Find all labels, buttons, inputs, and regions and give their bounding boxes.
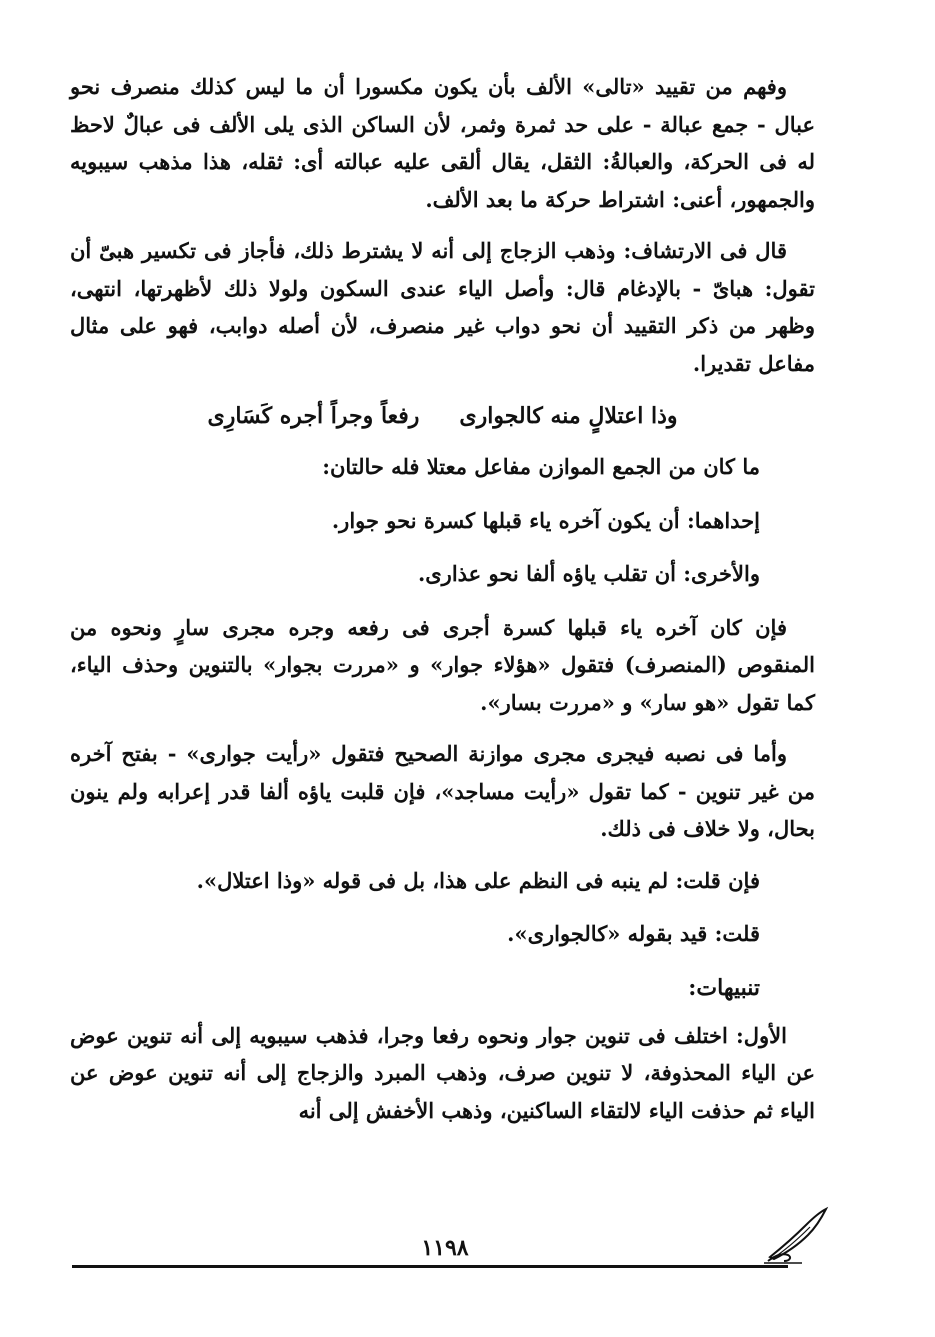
verse-first-hemistich: وذا اعتلالٍ منه كالجوارى (459, 403, 678, 429)
footer-rule (72, 1265, 788, 1268)
quill-pen-icon (762, 1205, 830, 1267)
notes-heading: تنبيهات: (688, 974, 760, 1001)
page-number: ١١٩٨ (421, 1235, 469, 1261)
second-case-text: أن تقلب ياؤه ألفا نحو عذارى. (417, 561, 676, 586)
note-first: الأول: اختلف فى تنوين جوار ونحوه رفعا وجرا، فذهب سيبويه إلى أنه تنوين عوض عن الياء المحذوفة، لا تنوين صرف، وذهب المبرد والزجاج إلى أنه تنوين عوض عن الياء ثم حذفت الياء لالتقاء الساكنين، وذهب الأخفش إلى أنه (70, 1022, 815, 1123)
verse-line (70, 396, 815, 436)
question-line (70, 862, 760, 900)
answer-text: قيد بقوله «كالجوارى». (507, 921, 708, 946)
paragraph-4: وأما فى نصبه فيجرى مجرى موازنة الصحيح فتقول «رأيت جوارى» - بفتح آخره من غير تنوين - كما تقول «رأيت مساجد»، فإن قلبت ياؤه ألفا قدر إعرابه ولم ينون بحال، ولا خلاف فى ذلك. (70, 741, 815, 841)
paragraph-3: فإن كان آخره ياء قبلها كسرة أجرى فى رفعه وجره مجرى سارٍ ونحوه من المنقوص (المنصرف) فتقول «هؤلاء جوار» و «مررت بجوار» بالتنوين وحذف الياء، كما تقول «هو سار» و «مررت بسار». (70, 614, 815, 715)
first-case-line (70, 502, 760, 540)
verse-second-hemistich: رفعاً وجراً أجره كَسَارِى (207, 403, 420, 429)
first-case-text: أن يكون آخره ياء قبلها كسرة نحو جوار. (331, 507, 680, 533)
second-case-label: والأخرى: (683, 561, 760, 586)
answer-line (70, 915, 760, 953)
question-label: فإن قلت: (675, 867, 760, 893)
intro-line: ما كان من الجمع الموازن مفاعل معتلا فله حالتان: (322, 454, 760, 479)
page-body (70, 68, 815, 1143)
paragraph-2: قال فى الارتشاف: وذهب الزجاج إلى أنه لا يشترط ذلك، فأجاز فى تكسير هبىّ أن تقول: هباىّ - بالإدغام قال: وأصل الياء عندى السكون ولولا ذلك لأظهرتها، انتهى، وظهر من ذكر التقييد أن نحو دواب غير منصرف، لأن أصله دوابب، فهو على مثال مفاعل تقديرا. (70, 238, 815, 376)
answer-label: قلت: (714, 921, 760, 946)
question-text: لم ينبه فى النظم على هذا، بل فى قوله «وذا اعتلال». (196, 867, 669, 893)
second-case-line (70, 555, 760, 593)
first-case-label: إحداهما: (686, 507, 760, 533)
paragraph-1: وفهم من تقييد «تالى» الألف بأن يكون مكسورا أن ما ليس كذلك منصرف نحو عبال - جمع عبالة - على حد ثمرة وثمر، لأن الساكن الذى يلى الألف فى عبالٌ لاحظ له فى الحركة، والعبالةُ: الثقل، يقال ألقى عليه عبالته أى: ثقله، هذا مذهب سيبويه والجمهور، أعنى: اشتراط حركة ما بعد الألف. (70, 74, 815, 212)
